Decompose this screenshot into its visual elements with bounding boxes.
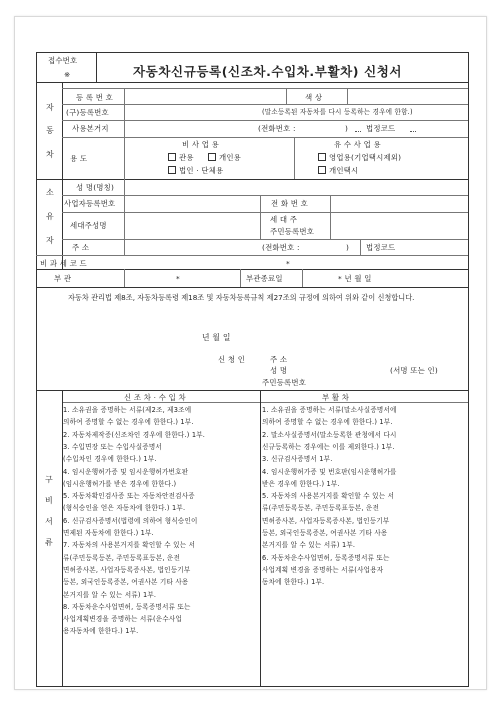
doc-line: 1. 소유권을 증명하는 서류(제2조, 제3조에 [63, 406, 192, 414]
docs-side-1: 구 [45, 475, 53, 484]
doc-line: 1. 소유권을 증명하는 서류(말소사실증명서에 [262, 406, 397, 414]
label-remarks: 비 과 세 코 드 [40, 259, 87, 268]
doc-line: 8. 자동차운수사업면허, 등록증명서류 또는 [63, 602, 191, 611]
doc-line: 신규등록하는 경우에는 이를 제외한다.) 1부. [262, 442, 395, 451]
label-householder-id-2: 주민등록번호 [270, 227, 315, 236]
doc-line: 용자동차에 한한다.) 1부. [63, 627, 139, 636]
row-line [62, 104, 468, 105]
docs-side-4: 류 [45, 538, 53, 547]
label-reg-no: 등 록 번 호 [76, 93, 114, 102]
doc-line: 의하여 증명할 수 없는 경우에 한한다.) 1부. [63, 418, 194, 427]
form-title: 자동차신규등록(신조차.수입차.부활차) 신청서 [133, 64, 403, 79]
dot-mark [410, 131, 416, 132]
vehicle-side-2: 동 [46, 126, 54, 135]
doc-line: 류(주민등록등본, 주민등록표등본, 운전 [63, 553, 181, 562]
checkbox[interactable] [318, 166, 326, 174]
doc-line: 4. 임시운행허가증 및 임시운행허가번호판 [63, 467, 189, 476]
col-line [240, 269, 241, 287]
doc-line: 5. 자동차확인검사증 또는 자동차안전검사증 [63, 492, 195, 501]
dot-mark [355, 131, 361, 132]
owner-side-2: 유 [46, 212, 54, 221]
doc-line: 4. 임시운행허가증 및 번호판(임시운행허가를 [262, 467, 397, 476]
frame-left [36, 52, 37, 686]
doc-line: (수입차인 경우에 한한다.) 1부. [63, 455, 157, 464]
applicant-id-label: 주민등록번호 [262, 378, 307, 387]
doc-line: 7. 자동차의 사용본거지를 확인할 수 있는 서 [63, 541, 196, 550]
applicant-address-label: 주 소 [270, 355, 288, 364]
applicant-sign: (서명 또는 인) [390, 366, 438, 375]
row-line [62, 212, 468, 213]
nonbiz-header: 비 사 업 용 [182, 140, 220, 149]
frame-right [468, 52, 469, 686]
doc-line: 류(주민등록등본, 주민등록표등본, 운전 [262, 504, 380, 513]
base-tel-close: ) [345, 124, 349, 133]
col-line [294, 137, 295, 179]
doc-line: (형식승인을 얻은 자동차에 한한다.) 1부. [63, 504, 186, 513]
applicant-label: 신 청 인 [218, 355, 246, 364]
docs-col-divider [260, 390, 261, 686]
vehicle-side-1: 자 [46, 103, 54, 112]
remarks-star: * [286, 259, 290, 268]
row-line [62, 402, 468, 403]
doc-line: 3. 신규검사증명서 1부. [262, 455, 333, 464]
checkbox[interactable] [208, 153, 216, 161]
owner-side-3: 자 [46, 236, 54, 245]
old-reg-note: (말소등록된 자동차를 다시 등록하는 경우에 한함.) [262, 108, 413, 116]
doc-line: (임시운행허가를 받은 경우에 한한다.) [63, 479, 177, 488]
nonbiz-option-2[interactable]: 개인용 [208, 153, 241, 162]
label-address: 주 소 [72, 243, 90, 252]
doc-line: 2. 자동차제작증(신조차인 경우에 한한다.) 1부. [63, 430, 206, 439]
owner-side-1: 소 [46, 188, 54, 197]
doc-line: 의하여 증명할 수 없는 경우에 한한다.) 1부. [262, 418, 393, 427]
biz-header: 유 수 사 업 용 [334, 140, 381, 149]
checkbox[interactable] [168, 166, 176, 174]
frame-bottom [36, 686, 469, 687]
base-tel-label: (전화번호 : [258, 124, 296, 133]
row-line [62, 88, 468, 89]
biz-option-1[interactable]: 영업용(기업택시제외) [318, 153, 401, 162]
doc-line: 받은 경우에 한한다.) 1부. [262, 479, 340, 488]
condition-end-date: * 년 월 일 [338, 274, 372, 283]
receipt-label: 접수번호 [48, 56, 78, 65]
doc-line: 사업계획변경을 증명하는 서류(운수사업 [63, 615, 183, 624]
nonbiz-option-3[interactable]: 법인 · 단체용 [168, 166, 223, 175]
row-line [36, 255, 468, 256]
vehicle-side-3: 차 [46, 150, 54, 159]
nonbiz-option-1[interactable]: 관용 [168, 153, 194, 162]
col-line [124, 137, 125, 179]
section-line [36, 390, 468, 391]
col-line [286, 88, 287, 104]
section-line [36, 179, 468, 180]
col-line [124, 269, 125, 287]
col-line [124, 88, 125, 137]
doc-line: 등본, 외국인등록증본, 여권사본 기타 사용 [262, 529, 388, 537]
condition-star: * [176, 274, 180, 283]
receipt-mark: ※ [64, 70, 71, 79]
label-color: 색 상 [305, 93, 323, 102]
doc-line: 본거지를 알 수 있는 서류) 1부. [63, 590, 157, 599]
doc-line: 사업계획 변경을 증명하는 서류(사업용자 [262, 565, 384, 574]
checkbox[interactable] [318, 153, 326, 161]
label-base: 사용본거지 [72, 124, 109, 133]
doc-line: 본거지를 알 수 있는 서류) 1부. [262, 541, 356, 550]
col-line [124, 179, 125, 255]
doc-line: 6. 신규검사증명서(법령에 의하여 형식승인이 [63, 516, 198, 525]
docs-col2-header: 부 활 차 [322, 393, 350, 402]
label-householder-id-1: 세 대 주 [270, 215, 298, 224]
doc-line: 3. 수입면장 또는 수입사실증명서 [63, 442, 162, 451]
label-condition-end: 부관종료일 [246, 274, 283, 283]
docs-side-2: 비 [45, 496, 53, 505]
row-line [62, 239, 468, 240]
addr-tel-label: (전화번호 : [262, 243, 300, 252]
row-line [62, 120, 468, 121]
col-line [260, 195, 261, 239]
form-sheet [14, 16, 487, 690]
receipt-divider [96, 52, 97, 82]
addr-tel-close: ) [346, 243, 350, 252]
doc-line: 등본, 외국인등록증본, 여권사본 기타 사용 [63, 578, 189, 587]
section-line [36, 269, 468, 270]
doc-line: 2. 말소사실증명서(말소등록한 관청에서 다시 [262, 430, 397, 439]
label-owner-name: 성 명(명칭) [76, 183, 115, 192]
doc-line: 5. 자동차의 사용본거지를 확인할 수 있는 서 [262, 492, 395, 501]
label-biz-no: 사업자등록번호 [64, 199, 116, 208]
frame-top [36, 52, 468, 53]
docs-side-3: 서 [45, 517, 53, 526]
doc-line: 동차에 한한다.) 1부. [262, 578, 325, 587]
doc-line: 면허증사본, 사업자등록증사본, 법인등기부 [63, 565, 191, 574]
row-line [62, 137, 468, 138]
label-old-reg: (구)등록번호 [66, 108, 109, 117]
doc-line: 면허증사본, 사업자등록증사본, 법인등기부 [262, 516, 390, 525]
label-purpose: 용 도 [70, 154, 88, 163]
col-line [302, 269, 303, 287]
date-line: 년 월 일 [202, 333, 231, 342]
biz-option-2[interactable]: 개인택시 [318, 166, 358, 175]
legal-statement: 자동차 관리법 제8조, 자동차등록령 제18조 및 자동차등록규칙 제27조의 규정에 의하여 위와 같이 신청합니다. [68, 293, 415, 302]
docs-col1-header: 신 조 차 · 수 입 차 [124, 393, 186, 402]
checkbox[interactable] [168, 153, 176, 161]
row-line [62, 195, 468, 196]
title-bottom-line [36, 82, 468, 83]
doc-line: 면제된 자동차에 한한다.) 1부. [63, 529, 154, 537]
applicant-name-label: 성 명 [270, 366, 288, 375]
col-line [360, 239, 361, 255]
label-phone: 전 화 번 호 [271, 199, 309, 208]
label-condition: 부 관 [54, 274, 72, 283]
section-line [36, 287, 468, 288]
col-line [330, 195, 331, 239]
vehicle-side-divider [62, 82, 63, 179]
addr-court-code: 법정코드 [366, 243, 396, 252]
doc-line: 6. 자동차운수사업면허, 등록증명서류 또는 [262, 553, 390, 562]
label-householder: 세대주성명 [70, 221, 107, 230]
base-court-code: 법정코드 [366, 124, 396, 133]
col-line [347, 88, 348, 104]
